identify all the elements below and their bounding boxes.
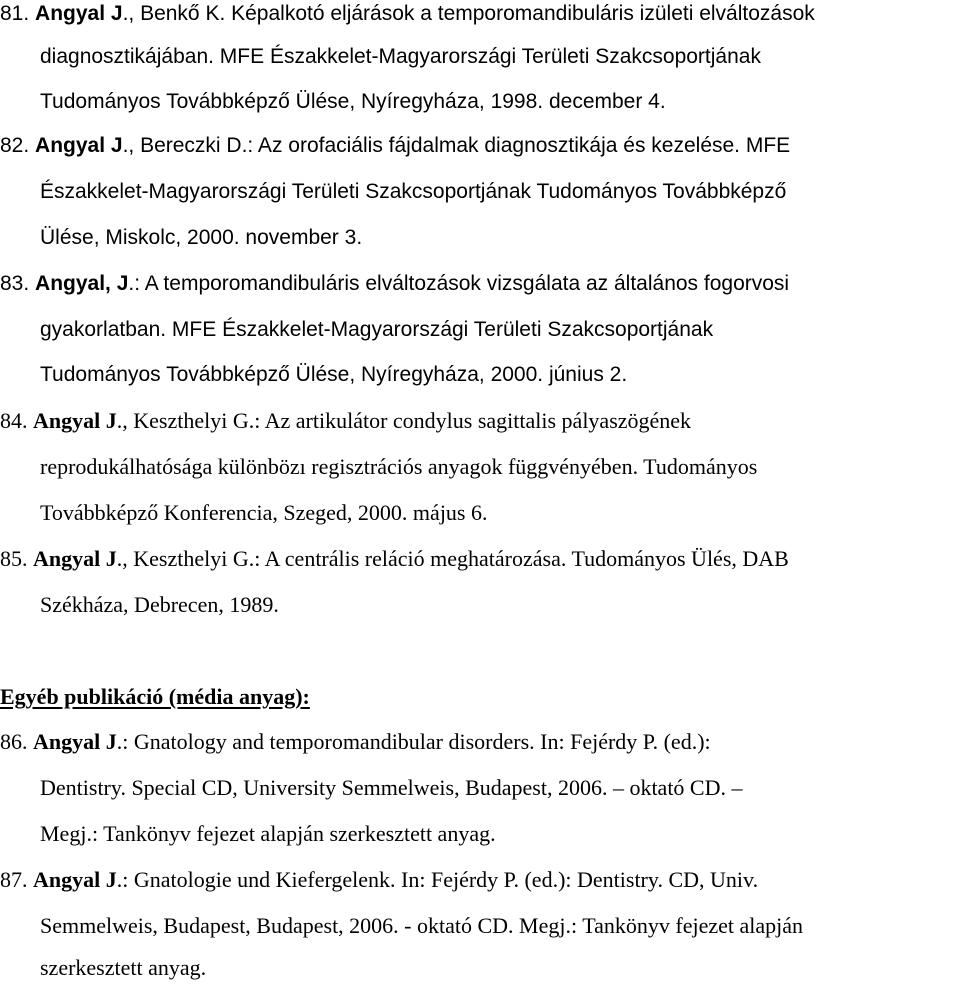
entry-87-text: .: Gnatologie und Kiefergelenk. In: Fejérdy P. (ed.): Dentistry. CD, Univ.: [116, 867, 759, 892]
entry-84-text: ., Keszthelyi G.: Az artikulátor condylus sagittalis pályaszögének: [116, 408, 692, 433]
entry-84-line-3: Továbbképző Konferencia, Szeged, 2000. május 6.: [40, 500, 488, 525]
entry-81-number: 81.: [0, 2, 36, 25]
entry-86-text: .: Gnatology and temporomandibular disorders. In: Fejérdy P. (ed.):: [116, 729, 711, 754]
entry-84-author: Angyal J: [33, 408, 117, 433]
entry-84-number: 84.: [0, 408, 33, 433]
entry-85-text: ., Keszthelyi G.: A centrális reláció meghatározása. Tudományos Ülés, DAB: [116, 546, 789, 571]
entry-86-number: 86.: [0, 729, 33, 754]
entry-85-author: Angyal J: [33, 546, 117, 571]
entry-82-line-1: [0, 133, 790, 159]
entry-87-line-3: szerkesztett anyag.: [40, 955, 207, 980]
entry-85-line-1: [0, 546, 789, 572]
entry-87-line-1: [0, 867, 758, 893]
entry-81-line-2: diagnosztikájában. MFE Északkelet-Magyarországi Területi Szakcsoportjának: [40, 45, 761, 68]
entry-81-line-3: Tudományos Továbbképző Ülése, Nyíregyháza, 1998. december 4.: [40, 90, 666, 113]
entry-83-text: .: A temporomandibuláris elváltozások vizsgálata az általános fogorvosi: [128, 272, 790, 295]
entry-83-line-1: [0, 271, 789, 297]
entry-81-author: Angyal J: [35, 2, 123, 25]
entry-82-line-3: Ülése, Miskolc, 2000. november 3.: [40, 226, 363, 249]
entry-84-line-1: [0, 408, 691, 434]
entry-85-number: 85.: [0, 546, 33, 571]
entry-82-line-2: Északkelet-Magyarországi Területi Szakcsoportjának Tudományos Továbbképző: [40, 180, 787, 203]
entry-85-line-2: Székháza, Debrecen, 1989.: [40, 592, 279, 617]
section-heading-media: Egyéb publikáció (média anyag):: [0, 684, 310, 709]
entry-84-line-2: reprodukálhatósága különbözı regisztrációs anyagok függvényében. Tudományos: [40, 454, 758, 479]
entry-82-number: 82.: [0, 134, 36, 157]
entry-82-text: ., Bereczki D.: Az orofaciális fájdalmak diagnosztikája és kezelése. MFE: [122, 134, 791, 157]
entry-87-line-2: Semmelweis, Budapest, Budapest, 2006. - oktató CD. Megj.: Tankönyv fejezet alapján: [40, 913, 804, 938]
entry-86-line-3: Megj.: Tankönyv fejezet alapján szerkesztett anyag.: [40, 821, 496, 846]
entry-87-author: Angyal J: [33, 867, 117, 892]
entry-81-text: ., Benkő K. Képalkotó eljárások a temporomandibuláris izületi elváltozások: [122, 2, 815, 25]
entry-86-line-1: [0, 729, 711, 755]
entry-83-line-3: Tudományos Továbbképző Ülése, Nyíregyháza, 2000. június 2.: [40, 363, 628, 386]
entry-83-line-2: gyakorlatban. MFE Északkelet-Magyarországi Területi Szakcsoportjának: [40, 318, 714, 341]
entry-87-number: 87.: [0, 867, 33, 892]
entry-81-line-1: [0, 1, 815, 27]
entry-86-line-2: Dentistry. Special CD, University Semmelweis, Budapest, 2006. – oktató CD. –: [40, 775, 743, 800]
entry-83-author: Angyal, J: [35, 272, 129, 295]
entry-82-author: Angyal J: [35, 134, 123, 157]
entry-83-number: 83.: [0, 272, 36, 295]
entry-86-author: Angyal J: [33, 729, 117, 754]
